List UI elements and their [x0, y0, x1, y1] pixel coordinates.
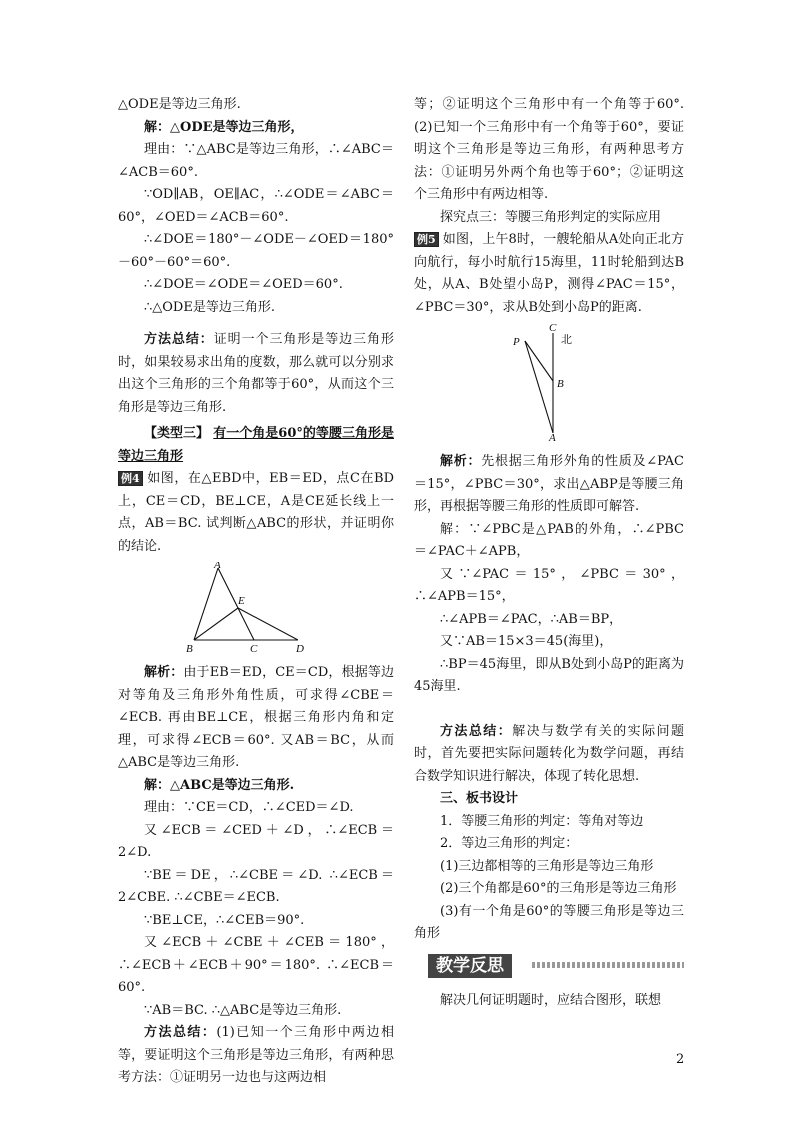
label-a: A [214, 562, 221, 571]
text-line: 理由：∵△ABC是等边三角形，∴∠ABC＝∠ACB＝60°. [118, 142, 394, 180]
example-tag: 例5 [414, 232, 439, 247]
example-4: 例4 如图，在△EBD中，EB＝ED，点C在BD上，CE＝CD，BE⊥CE，A是CE延长线上一点，AB＝BC. 试判断△ABC的形状，并证明你的结论. [118, 471, 394, 554]
label-b: B [557, 378, 564, 390]
board-item: (3)有一个角是60°的等腰三角形是等边三角形 [414, 903, 684, 941]
banner-title: 教学反思 [428, 954, 512, 978]
label-d: D [296, 643, 304, 652]
triangle-figure-ebd [186, 562, 326, 652]
text-line: 理由：∵CE＝CD，∴∠CED＝∠D. [144, 800, 354, 815]
text-line: 解决几何证明题时，应结合图形，联想 [440, 992, 662, 1008]
label-e: E [238, 595, 245, 607]
text-line: ∵BE＝DE，∴∠CBE＝∠D. ∴∠ECB＝2∠CBE. ∴∠CBE＝∠ECB. [118, 867, 394, 905]
solution-line: 解：∵∠PBC是△PAB的外角，∴∠PBC＝∠PAC＋∠APB， [414, 521, 684, 559]
text-line: ∵OD∥AB，OE∥AC，∴∠ODE＝∠ABC＝60°，∠OED＝∠ACB＝60°. [118, 187, 394, 225]
method-summary: 方法总结：(1)已知一个三角形中两边相等，要证明这个三角形是等边三角形，有两种思考方法：①证明另一边也与这两边相 [118, 1025, 394, 1085]
section-point3: 探究点三：等腰三角形判定的实际应用 [440, 209, 662, 225]
right-column [414, 94, 684, 1012]
text-line: ∵BE⊥CE，∴∠CEB＝90°. [144, 912, 305, 928]
method-summary: 方法总结：证明一个三角形是等边三角形时，如果较易求出角的度数，那么就可以分别求出这个三角形的三个角都等于60°，从而这个三角形是等边三角形. [118, 332, 394, 415]
label-a: A [549, 432, 556, 441]
text-line: 又∠ECB＋∠CBE＋∠CEB＝180°，∴∠ECB＋∠ECB＋90°＝180°. ∴∠ECB＝60°. [118, 935, 394, 995]
text-line: ∴∠DOE＝180°－∠ODE－∠OED＝180°－60°－60°＝60°. [118, 232, 394, 270]
board-item: 2．等边三角形的判定： [440, 836, 579, 851]
board-item: 1．等腰三角形的判定：等角对等边 [440, 813, 644, 829]
page-number: 2 [676, 1052, 685, 1067]
text-line: 又∵AB＝15×3＝45(海里)， [440, 634, 613, 649]
label-c: C [250, 643, 258, 652]
banner-divider [532, 962, 684, 968]
left-column [118, 94, 394, 1090]
solution-head: 解：△ODE是等边三角形， [144, 119, 304, 135]
ship-island-figure [509, 323, 589, 441]
text-line: 又∵∠PAC＝15°，∠PBC＝30°，∴∠APB＝15°， [414, 566, 684, 604]
label-b: B [186, 643, 193, 652]
text-line: ∴△ODE是等边三角形. [144, 299, 275, 315]
example-tag: 例4 [118, 471, 143, 486]
teaching-reflection-banner [414, 952, 684, 980]
analysis: 解析：由于EB＝ED，CE＝CD，根据等边对等角及三角形外角性质，可求得∠CBE＝∠ECB. 再由BE⊥CE，根据三角形内角和定理，可求得∠ECB＝60°. 又AB＝BC，从而△ABC是等边三角形. [118, 665, 394, 770]
text-line: 又∠ECB＝∠CED＋∠D，∴∠ECB＝2∠D. [118, 822, 394, 860]
text-line: ∴∠DOE＝∠ODE＝∠OED＝60°. [144, 277, 343, 292]
text-line: ∴∠APB＝∠PAC，∴AB＝BP， [440, 611, 623, 627]
board-item: (2)三个角都是60°的三角形是等边三角形 [440, 881, 677, 896]
section-board-design: 三、板书设计 [440, 791, 519, 806]
text-line: 等；②证明这个三角形中有一个角等于60°. (2)已知一个三角形中有一个角等于60°，要证明这个三角形是等边三角形，有两种思考方法：①证明另外两个角也等于60°；②证明这个三角形中有两边相等. [414, 97, 684, 202]
solution-head: 解：△ABC是等边三角形. [144, 777, 295, 793]
text-line: ∵AB＝BC. ∴△ABC是等边三角形. [144, 1002, 342, 1018]
label-p: P [513, 336, 520, 348]
method-summary: 方法总结：解决与数学有关的实际问题时，首先要把实际问题转化为数学问题，再结合数学知识进行解决，体现了转化思想. [414, 723, 684, 784]
board-item: (1)三边都相等的三角形是等边三角形 [440, 858, 654, 874]
analysis: 解析：先根据三角形外角的性质及∠PAC＝15°，∠PBC＝30°，求出△ABP是等腰三角形，再根据等腰三角形的性质即可解答. [414, 454, 684, 514]
label-north: 北 [561, 333, 572, 346]
text-line: △ODE是等边三角形. [118, 97, 241, 112]
type3-heading: 【类型三】 有一个角是60°的等腰三角形是等边三角形 [118, 426, 394, 464]
label-c: C [549, 323, 557, 334]
text-line: ∴BP＝45海里，即从B处到小岛P的距离为45海里. [414, 656, 684, 694]
example-5: 例5 如图，上午8时，一艘轮船从A处向正北方向航行，每小时航行15海里，11时轮船到达B处，从A、B处望小岛P，测得∠PAC＝15°，∠PBC＝30°，求从B处到小岛P的距离. [414, 232, 684, 315]
